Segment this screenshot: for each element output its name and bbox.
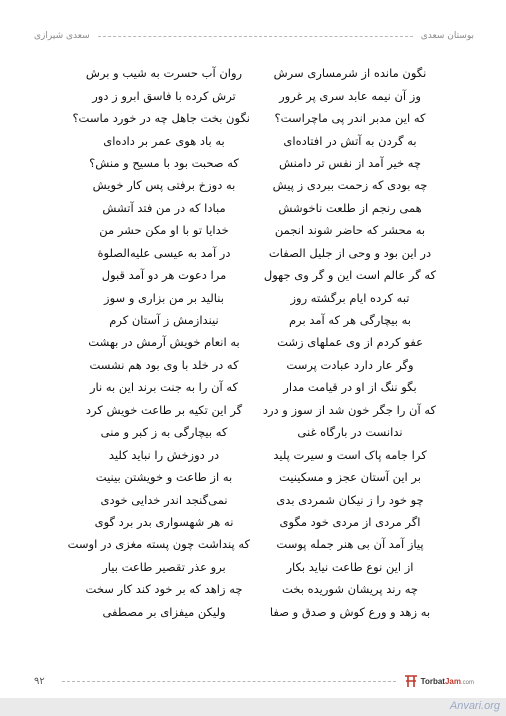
first-hemistich: به گردن به آتش در افتاده‌ای [283, 133, 417, 148]
first-hemistich: وز آن نیمه عابد سری پر غرور [279, 88, 421, 103]
second-hemistich: به از طاعت و خویشتن بینیت [95, 470, 233, 485]
first-hemistich: همی رنجم از طلعت ناخوشش [278, 200, 422, 215]
second-hemistich: روان آب حسرت به شیب و برش [85, 66, 243, 81]
verse-row [67, 533, 436, 555]
first-hemistich: اگر مردی از مردی خود مگوی [279, 514, 421, 529]
second-hemistich: نیندازمش ز آستان کرم [109, 313, 219, 328]
poem-body [67, 62, 436, 623]
watermark-text: Anvari.org [449, 700, 500, 712]
page-footer [34, 672, 474, 690]
verse-row [78, 331, 436, 353]
first-hemistich: نگون مانده از شرمساری سرش [273, 66, 427, 81]
second-hemistich: در دوزخش را نباید کلید [108, 447, 220, 462]
author-name: سعدی شیرازی [34, 31, 90, 41]
first-hemistich: که آن را جگر خون شد از سوز و درد [262, 402, 436, 417]
footer-divider [62, 681, 396, 682]
first-hemistich: ندانست در بارگاه غنی [297, 425, 403, 440]
second-hemistich: مرا دعوت هر دو آمد قبول [101, 268, 227, 283]
verse-row [78, 443, 436, 465]
second-hemistich: خدایا تو با او مکن حشر من [99, 223, 229, 238]
header-divider [98, 36, 413, 37]
watermark-bar [0, 698, 506, 716]
verse-row [78, 421, 436, 443]
verse-row [78, 578, 436, 600]
verse-row [78, 511, 436, 533]
verse-row [78, 62, 436, 84]
first-hemistich: چه خیر آمد از نفس تر دامنش [278, 155, 422, 170]
second-hemistich: نمی‌گنجد اندر خدایی خودی [100, 492, 228, 507]
verse-row [72, 107, 436, 129]
verse-row [78, 197, 436, 219]
first-hemistich: به زهد و ورع کوش و صدق و صفا [269, 604, 431, 619]
verse-row [78, 264, 436, 286]
first-hemistich: در این بود و وحی از جلیل الصفات [268, 245, 432, 260]
verse-row [78, 354, 436, 376]
verse-row [78, 286, 436, 308]
second-hemistich: گر این تکیه بر طاعت خویش کرد [85, 402, 243, 417]
first-hemistich: از این نوع طاعت نیاید بکار [286, 559, 414, 574]
verse-row [78, 601, 436, 623]
verse-row [78, 129, 436, 151]
verse-row [78, 84, 436, 106]
second-hemistich: به انعام خویش آرمش در بهشت [88, 335, 240, 350]
second-hemistich: برو عذر تقصیر طاعت بیار [102, 559, 226, 574]
first-hemistich: عفو کردم از وی عملهای زشت [277, 335, 423, 350]
page-number: ۹۲ [34, 675, 45, 687]
second-hemistich: که بیچارگی به ز کبر و منی [100, 425, 228, 440]
torbatjam-logo-icon [404, 673, 418, 689]
first-hemistich: وگر عار دارد عبادت پرست [286, 357, 414, 372]
verse-row [78, 488, 436, 510]
second-hemistich: چه زاهد که بر خود کند کار سخت [85, 582, 243, 597]
second-hemistich: ولیکن میفزای بر مصطفی [102, 604, 226, 619]
verse-row [78, 556, 436, 578]
verse-row [78, 219, 436, 241]
verse-row [78, 376, 436, 398]
verse-row [78, 399, 436, 421]
verse-row [78, 242, 436, 264]
first-hemistich: به محشر که حاضر شوند انجمن [274, 223, 426, 238]
first-hemistich: چو خود را ز نیکان شمردی بدی [276, 492, 424, 507]
verse-row [78, 152, 436, 174]
first-hemistich: که این مدبر اندر پی ماچراست؟ [274, 111, 426, 126]
second-hemistich: مبادا که در من فتد آتشش [102, 200, 226, 215]
second-hemistich: به دوزخ برفتی پس کار خویش [92, 178, 236, 193]
verse-row [78, 309, 436, 331]
first-hemistich: بر این آستان عجز و مسکینیت [279, 470, 421, 485]
second-hemistich: که در خلد با وی بود هم نشست [89, 357, 239, 372]
second-hemistich: در آمد به عیسی علیه‌الصلوة [97, 245, 231, 260]
second-hemistich: نه هر شهسواری بدر برد گوی [94, 514, 234, 529]
second-hemistich: بنالید بر من بزاری و سوز [104, 290, 224, 305]
first-hemistich: تبه کرده ایام برگشته روز [290, 290, 410, 305]
first-hemistich: بگو ننگ از او در قیامت مدار [283, 380, 417, 395]
verse-row [78, 466, 436, 488]
first-hemistich: پیاز آمد آن بی هنر جمله پوست [276, 537, 424, 552]
first-hemistich: که گر عالم است این و گر وی جهول [263, 268, 436, 283]
site-logo [404, 673, 474, 689]
book-title: بوستان سعدی [420, 31, 474, 41]
second-hemistich: که پنداشت چون پسته مغزی در اوست [67, 537, 250, 552]
first-hemistich: چه بودی که زحمت ببردی ز پیش [272, 178, 428, 193]
second-hemistich: به باد هوی عمر بر داده‌ای [103, 133, 225, 148]
second-hemistich: که صحبت بود با مسیح و منش؟ [89, 155, 239, 170]
second-hemistich: ترش کرده با فاسق ابرو ز دور [92, 88, 236, 103]
first-hemistich: چه رند پریشان شوریده بخت [282, 582, 418, 597]
first-hemistich: کرا جامه پاک است و سیرت پلید [273, 447, 427, 462]
second-hemistich: نگون بخت جاهل چه در خورد ماست؟ [72, 111, 250, 126]
verse-row [78, 174, 436, 196]
page-header [34, 28, 474, 44]
second-hemistich: که آن را به جنت برند این به نار [89, 380, 239, 395]
logo-text: TorbatJam.com [420, 676, 474, 686]
first-hemistich: به بیچارگی هر که آمد برم [289, 313, 411, 328]
